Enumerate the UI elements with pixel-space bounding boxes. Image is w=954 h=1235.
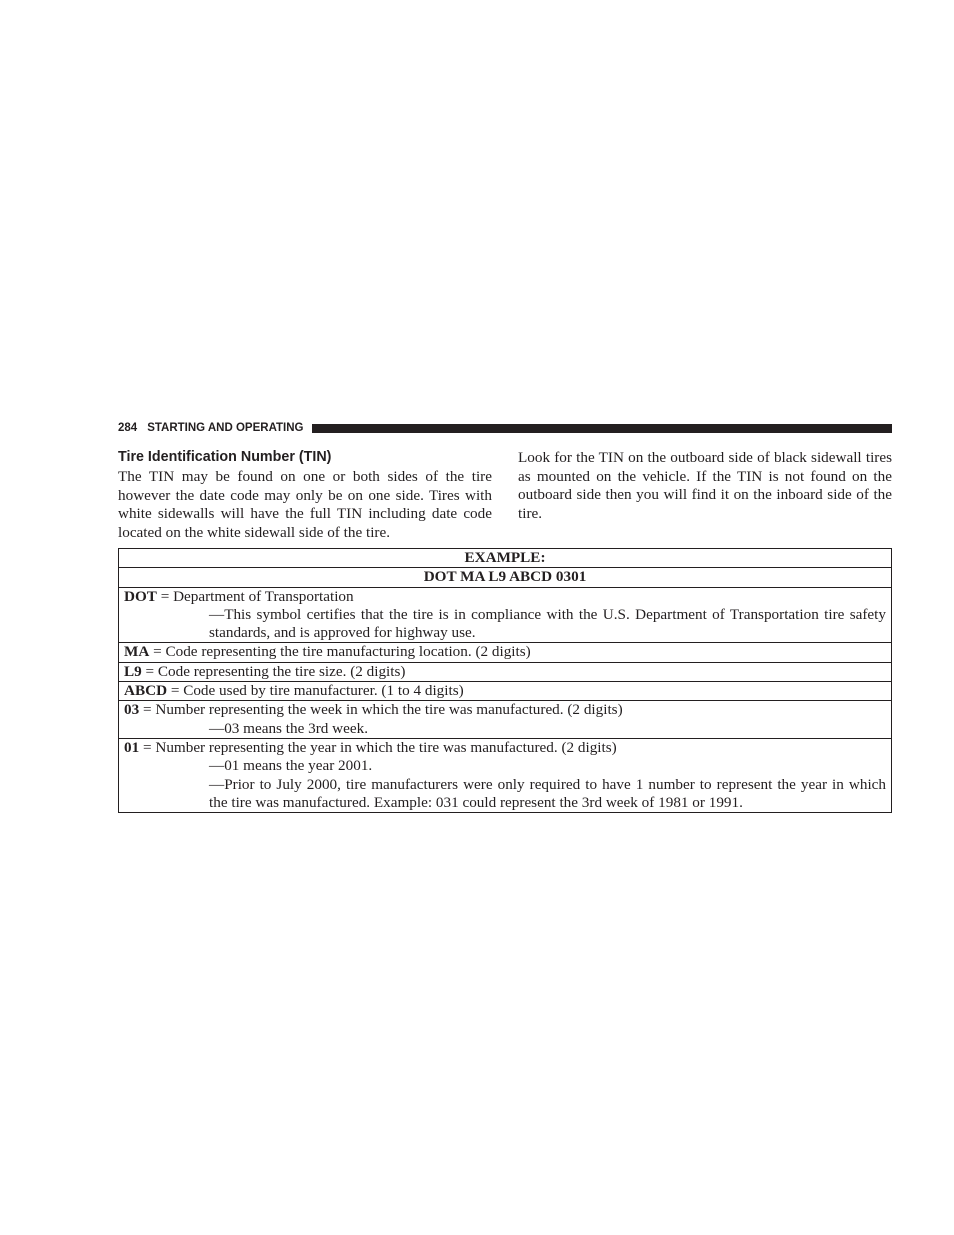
row-main bbox=[124, 682, 886, 700]
row-main bbox=[124, 739, 886, 757]
table-row bbox=[119, 587, 892, 643]
section-title: STARTING AND OPERATING bbox=[147, 422, 304, 434]
row-main bbox=[124, 643, 886, 661]
code-description: = Number representing the year in which the tire was manufactured. (2 digits) bbox=[139, 738, 617, 756]
table-cell bbox=[119, 587, 892, 643]
table-row bbox=[119, 682, 892, 701]
row-main bbox=[124, 663, 886, 681]
row-main bbox=[124, 701, 886, 719]
code-label: L9 bbox=[124, 662, 142, 680]
table-title: EXAMPLE: bbox=[119, 549, 892, 568]
code-description: = Code representing the tire size. (2 digits) bbox=[141, 662, 406, 680]
left-paragraph: The TIN may be found on one or both sides of the tire however the date code may only be on one side. Tires with white sidewalls will have the full TIN including date code located on the white sidewall side of the tire. bbox=[118, 468, 492, 542]
left-column bbox=[118, 449, 492, 543]
code-label: 03 bbox=[124, 701, 140, 719]
tin-example-table bbox=[118, 548, 892, 813]
right-column bbox=[518, 449, 892, 524]
code-label: DOT bbox=[124, 587, 157, 605]
table-cell bbox=[119, 643, 892, 662]
table-row bbox=[119, 662, 892, 681]
code-label: 01 bbox=[124, 738, 140, 756]
table-row bbox=[119, 738, 892, 812]
table-cell bbox=[119, 701, 892, 739]
table-example-code: DOT MA L9 ABCD 0301 bbox=[119, 568, 892, 587]
table-cell bbox=[119, 682, 892, 701]
code-label: ABCD bbox=[124, 682, 168, 700]
row-note: —Prior to July 2000, tire manufacturers were only required to have 1 number to represent the year in which the tire was manufactured. Example: 031 could represent the 3rd week of 1981 or 1991. bbox=[209, 775, 886, 811]
table-row bbox=[119, 701, 892, 739]
table-title-row bbox=[119, 549, 892, 568]
table-example-row bbox=[119, 568, 892, 587]
code-description: = Code representing the tire manufacturing location. (2 digits) bbox=[149, 643, 531, 661]
code-description: = Department of Transportation bbox=[156, 587, 354, 605]
section-heading: Tire Identification Number (TIN) bbox=[118, 449, 332, 465]
row-note: —01 means the year 2001. bbox=[209, 757, 373, 775]
table-cell bbox=[119, 738, 892, 812]
code-label: MA bbox=[124, 643, 150, 661]
page-header bbox=[118, 420, 892, 436]
code-description: = Code used by tire manufacturer. (1 to 4 digits) bbox=[167, 682, 464, 700]
row-main bbox=[124, 588, 886, 606]
right-paragraph: Look for the TIN on the outboard side of black sidewall tires as mounted on the vehicle. If the TIN is not found on the outboard side then you will find it on the inboard side of the tire. bbox=[518, 449, 892, 523]
table-row bbox=[119, 643, 892, 662]
table-cell bbox=[119, 662, 892, 681]
code-description: = Number representing the week in which the tire was manufactured. (2 digits) bbox=[139, 701, 623, 719]
page-number: 284 bbox=[118, 422, 138, 434]
row-note: —03 means the 3rd week. bbox=[209, 719, 369, 737]
header-rule bbox=[312, 424, 893, 433]
row-note: —This symbol certifies that the tire is in compliance with the U.S. Department of Transportation tire safety standards, and is approved for highway use. bbox=[209, 605, 886, 642]
